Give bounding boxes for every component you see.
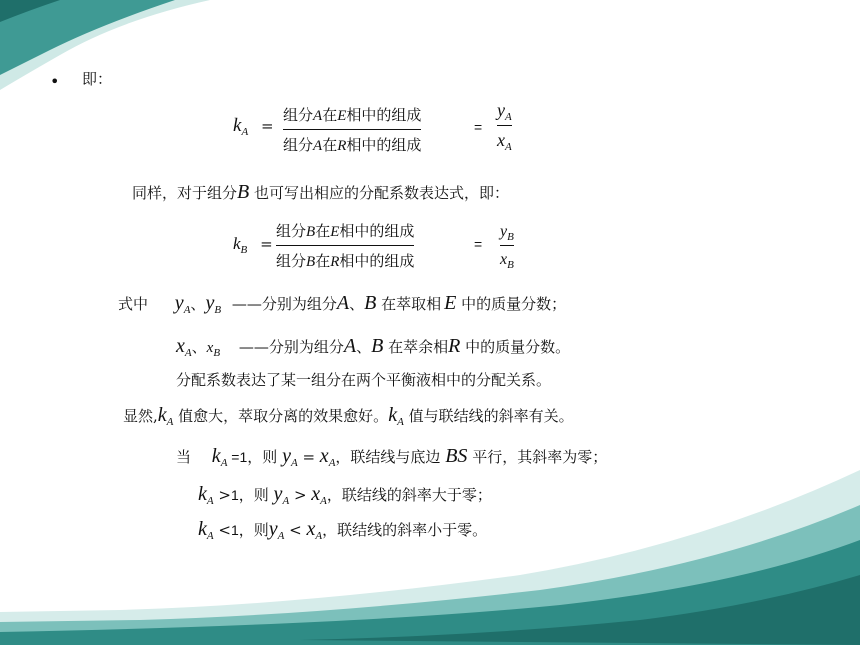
case-less: $k_A <1$，则$y_A < x_A$，联结线的斜率小于零。 (198, 518, 488, 542)
kb-ratio: $\frac{y_B}{x_B}$ (500, 223, 514, 271)
ka-fraction (283, 104, 421, 155)
ka-sub: A (241, 126, 249, 138)
ka-var: k (233, 115, 242, 136)
line-description: 分配系数表达了某一组分在两个平衡液相中的分配关系。 (176, 371, 552, 389)
line-same: 同样，对于组分B 也可写出相应的分配系数表达式，即： (132, 181, 510, 203)
ka-numerator: 组分A在E相中的组成 (283, 106, 422, 124)
ka-eq: = (260, 117, 274, 135)
where-x: $x_A$、$x_B$ ——分别为组分A、B 在萃余相R 中的质量分数。 (176, 335, 571, 359)
ka-eq2: = (474, 119, 483, 135)
line-obvious: 显然$,k_A$ 值愈大，萃取分离的效果愈好。$k_A$ 值与联结线的斜率有关。 (123, 404, 574, 428)
case-equal: 当 $k_A =1$，则 $y_A = x_A$，联结线与底边 BS 平行，其斜率为零； (176, 445, 608, 469)
kb-fraction: 组分B在E相中的组成 组分B在R相中的组成 (276, 222, 415, 270)
where-y: 式中 $y_A$、$y_B$ ——分别为组分A、B 在萃取相 E 中的质量分数； (118, 292, 567, 316)
case-greater: $k_A >1$，则 $y_A > x_A$，联结线的斜率大于零； (198, 483, 492, 507)
ka-ratio: $\frac{y_A}{x_A}$ (497, 100, 512, 153)
ka-denominator: 组分A在R相中的组成 (283, 129, 421, 155)
bullet-icon: • (50, 72, 60, 91)
intro-text: 即： (82, 70, 113, 88)
